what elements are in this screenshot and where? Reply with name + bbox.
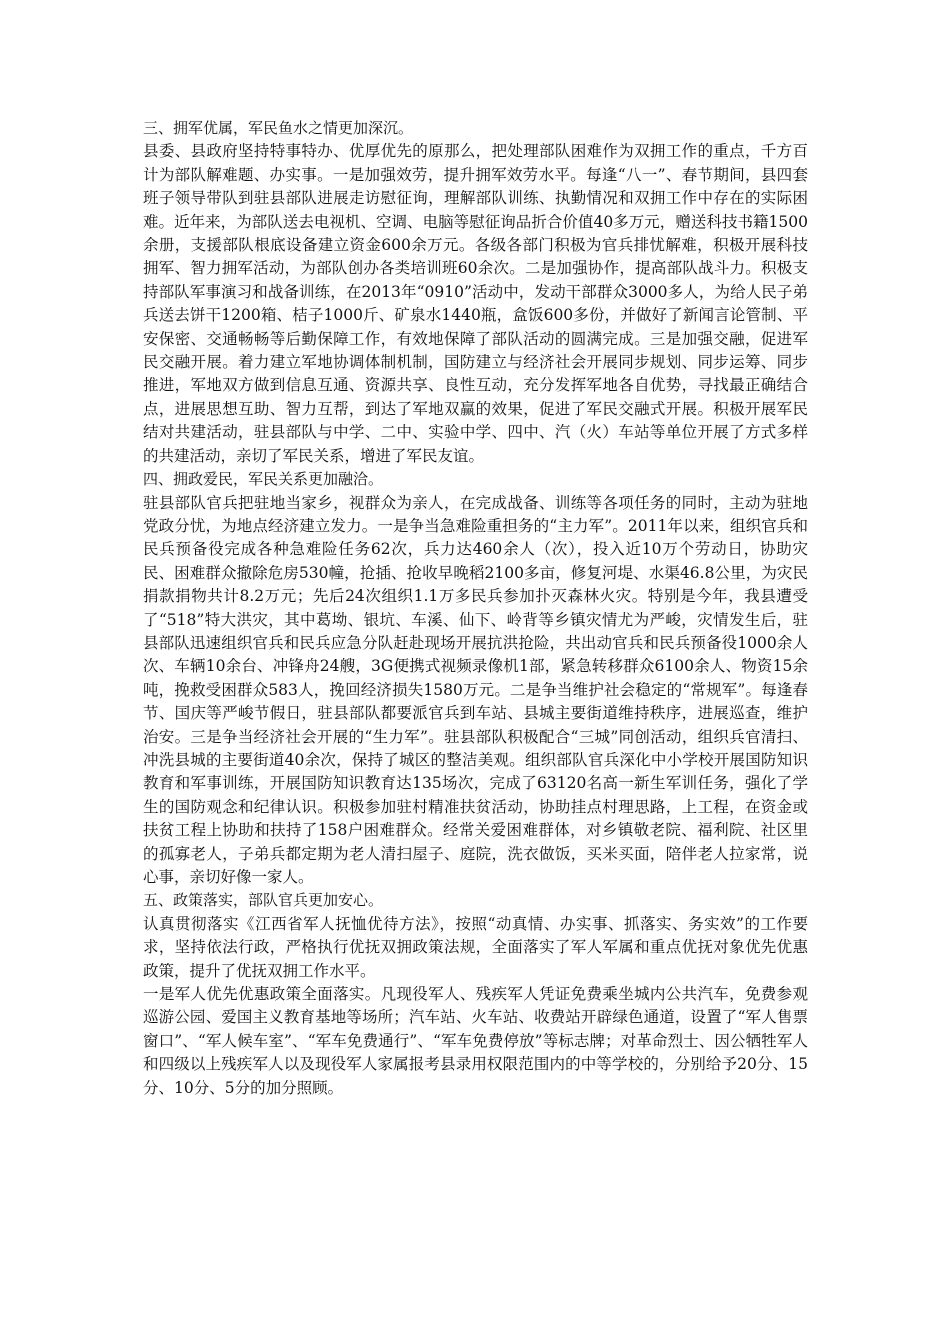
paragraph-preferential-policies: 一是军人优先优惠政策全面落实。凡现役军人、残疾军人凭证免费乘坐城内公共汽车，免费参观巡游公园、爱国主义教育基地等场所；汽车站、火车站、收费站开辟绿色通道，设置了“军人售票窗口”、“军人候车室”、“军车免费通行”、“军车免费停放”等标志牌；对革命烈士、因公牺牲军人和四级以上残疾军人以及现役军人家属报考县录用权限范围内的中等学校的，分别给予20分、15分、10分、5分的加分照顾。 — [143, 985, 808, 1097]
section-heading-3: 三、拥军优属，军民鱼水之情更加深沉。 — [143, 119, 414, 137]
section-heading-4: 四、拥政爱民，军民关系更加融洽。 — [143, 470, 384, 489]
paragraph-support-government: 驻县部队官兵把驻地当家乡，视群众为亲人，在完成战备、训练等各项任务的同时，主动为驻地党政分忧，为地点经济建立发力。一是争当急难险重担务的“主力军”。2011年以来，组织官兵和民兵预备役完成各种急难险任务62次，兵力达460余人（次），投入近10万个劳动日，协助灾民、困难群众撤除危房530幢，抢插、抢收早晚稻2100多亩，修复河堤、水渠46.8公里，为灾民捐款捐物共计8.2万元；先后24次组织1.1万多民兵参加扑灭森林火灾。特别是今年，我县遭受了“518”特大洪灾，其中葛坳、银坑、车溪、仙下、岭背等乡镇灾情尤为严峻，灾情发生后，驻县部队迅速组织官兵和民兵应急分队赶赴现场开展抗洪抢险，共出动官兵和民兵预备役1000余人次、车辆10余台、冲锋舟24艘，3G便携式视频录像机1部，紧急转移群众6100余人、物资15余吨，挽救受困群众583人，挽回经济损失1580万元。二是争当维护社会稳定的“常规军”。每逢春节、国庆等严峻节假日，驻县部队都要派官兵到车站、县城主要街道维持秩序，进展巡查，维护治安。三是争当经济社会开展的“生力军”。驻县部队积极配合“三城”同创活动，组织兵官清扫、冲洗县城的主要街道40余次，保持了城区的整洁美观。组织部队官兵深化中小学校开展国防知识教育和军事训练，开展国防知识教育达135场次，完成了63120名高一新生军训任务，强化了学生的国防观念和纪律认识。积极参加驻村精准扶贫活动，协助挂点村理思路，上工程，在资金或扶贫工程上协助和扶持了158户困难群众。经常关爱困难群体，对乡镇敬老院、福利院、社区里的孤寡老人，子弟兵都定期为老人清扫屋子、庭院，洗衣做饭，买米买面，陪伴老人拉家常，说心事，亲切好像一家人。 — [143, 493, 808, 886]
section-heading-5: 五、政策落实，部队官兵更加安心。 — [143, 891, 384, 910]
paragraph-policy-implementation: 认真贯彻落实《江西省军人抚恤优待方法》，按照“动真情、办实事、抓落实、务实效”的工作要求，坚持依法行政，严格执行优抚双拥政策法规，全面落实了军人军属和重点优抚对象优先优惠政策，提升了优抚双拥工作水平。 — [143, 914, 808, 980]
document-page — [143, 117, 808, 1100]
paragraph-support-army: 县委、县政府坚持特事特办、优厚优先的原那么，把处理部队困难作为双拥工作的重点，千方百计为部队解难题、办实事。一是加强效劳，提升拥军效劳水平。每逢“八一”、春节期间，县四套班子领导带队到驻县部队进展走访慰征询，理解部队训练、执勤情况和双拥工作中存在的实际困难。近年来，为部队送去电视机、空调、电脑等慰征询品折合价值40多万元，赠送科技书籍1500余册，支援部队根底设备建立资金600余万元。各级各部门积极为官兵排忧解难，积极开展科技拥军、智力拥军活动，为部队创办各类培训班60余次。二是加强协作，提高部队战斗力。积极支持部队军事演习和战备训练，在2013年“0910”活动中，发动干部群众3000多人，为给人民子弟兵送去饼干1200箱、桔子1000斤、矿泉水1440瓶，盒饭600多份，并做好了新闻言论管制、平安保密、交通畅畅等后勤保障工作，有效地保障了部队活动的圆满完成。三是加强交融，促进军民交融开展。着力建立军地协调体制机制，国防建立与经济社会开展同步规划、同步运筹、同步推进，军地双方做到信息互通、资源共享、良性互动，充分发挥军地各自优势，寻找最正确结合点，进展思想互助、智力互帮，到达了军地双赢的效果，促进了军民交融式开展。积极开展军民结对共建活动，驻县部队与中学、二中、实验中学、四中、汽（火）车站等单位开展了方式多样的共建活动，亲切了军民关系，增进了军民友谊。 — [143, 142, 808, 465]
